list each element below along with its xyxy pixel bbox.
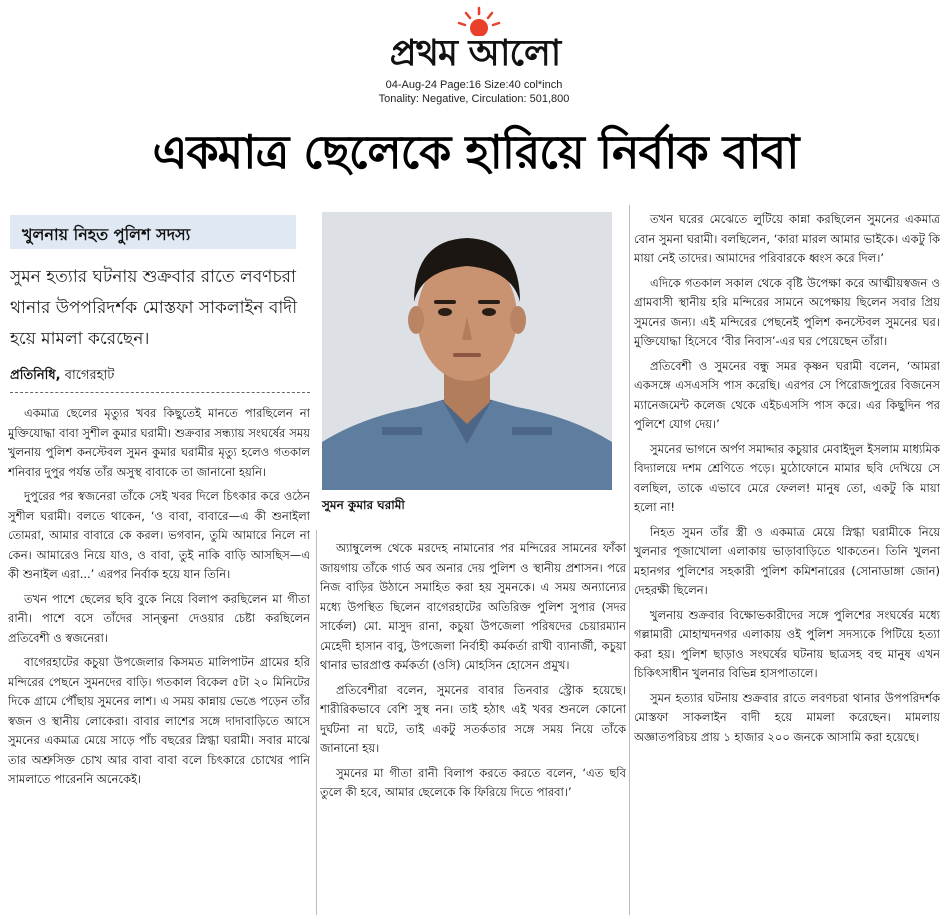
masthead-name: প্রথম আলো: [389, 33, 561, 74]
byline: [10, 366, 310, 387]
column-divider: [629, 205, 630, 915]
clipping-tonality-line: Tonality: Negative, Circulation: 501,800: [378, 93, 570, 105]
paragraph: তখন পাশে ছেলের ছবি বুকে নিয়ে বিলাপ করছিলেন মা গীতা রানী। পাশে বসে তাঁদের সান্ত্বনা দেওয়ার চেষ্টা করছিলেন প্রতিবেশী ও স্বজনেরা।: [8, 591, 310, 645]
paragraph: বাগেরহাটের কচুয়া উপজেলার কিসমত মালিপাটন গ্রামের হরি মন্দিরের পেছনে সুমনদের বাড়ি। গতকাল বিকেল ৫টা ২০ মিনিটের দিকে গ্রামে পৌঁছায় সুমনের লাশ। এ সময় কান্নায় ভেঙে পড়েন তাঁর স্বজন ও স্থানীয় লোকেরা। বাবার লাশের সঙ্গে দাদাবাড়িতে আসে সুমনের একমাত্র মেয়ে সাড়ে পাঁচ বছরের স্নিগ্ধা ঘরামী। সবার মাঝে তার অশ্রুসিক্ত চোখ আর বাবা বাবা বলে চিৎকারে চোখের পানি সামলাতে পারেননি অনেকেই।: [8, 655, 310, 786]
paragraph: অ্যাম্বুলেন্স থেকে মরদেহ নামানোর পর মন্দিরের সামনের ফাঁকা জায়গায় তাঁকে গার্ড অব অনার দেয় পুলিশ ও স্থানীয় প্রশাসন। পরে নিজ বাড়ির উঠানে সমাহিত করা হয় সুমনকে। এ সময় অন্যান্যের মধ্যে উপস্থিত ছিলেন বাগেরহাটের অতিরিক্ত পুলিশ সুপার (সদর সার্কেল) মো. মাসুদ রানা, কচুয়া উপজেলা পরিষদের চেয়ারম্যান মেহেদী হাসান বাবু, উপজেলা নির্বাহী কর্মকর্তা রাখী ব্যানার্জী, কচুয়া থানার ভারপ্রাপ্ত কর্মকর্তা (ওসি) মোহসিন হোসেন প্রমুখ।: [320, 541, 626, 672]
paragraph: একমাত্র ছেলের মৃত্যুর খবর কিছুতেই মানতে পারছিলেন না মুক্তিযোদ্ধা বাবা সুশীল কুমার ঘরামী। শুক্রবার সন্ধ্যায় সংঘর্ষের সময় খুলনায় পুলিশ কনস্টেবল সুমন কুমার ঘরামীর মৃত্যু হলেও গতকাল শনিবার দুপুর পর্যন্ত তাঁর অসুস্থ বাবাকে তা জানানো হয়নি।: [8, 406, 310, 479]
paragraph: এদিকে গতকাল সকাল থেকে বৃষ্টি উপেক্ষা করে আত্মীয়স্বজন ও গ্রামবাসী স্থানীয় হরি মন্দিরের সামনে অপেক্ষায় ছিলেন সবার প্রিয় সুমনের জন্য। এই মন্দিরের পেছনেই পুলিশ কনস্টেবল সুমনের ঘর। মুক্তিযোদ্ধা হিসেবে ‘বীর নিবাস’-এর ঘর পেয়েছেন তাঁরা।: [634, 275, 940, 348]
paragraph: নিহত সুমন তাঁর স্ত্রী ও একমাত্র মেয়ে স্নিগ্ধা ঘরামীকে নিয়ে খুলনার পূজাখোলা এলাকায় ভাড়াবাড়িতে থাকতেন। তিনি খুলনা মহানগর পুলিশের সহকারী পুলিশ কমিশনারের (সোনাডাঙ্গা জোন) দেহরক্ষী ছিলেন।: [634, 524, 940, 597]
headline: একমাত্র ছেলেকে হারিয়ে নির্বাক বাবা: [152, 125, 799, 179]
byline-divider: [10, 392, 310, 393]
byline-place: বাগেরহাট: [64, 368, 115, 383]
paragraph: তখন ঘরের মেঝেতে লুটিয়ে কান্না করছিলেন সুমনের একমাত্র বোন সুমনা ঘরামী। বলছিলেন, ‘কারা মারল আমার ভাইকে। একটু কি মায়া নেই তাদের। আমাদের পরিবারকে ধ্বংস করে দিল।’: [634, 212, 940, 265]
paragraph: দুপুরের পর স্বজনেরা তাঁকে সেই খবর দিলে চিৎকার করে ওঠেন সুশীল ঘরামী। বলতে থাকেন, ‘ও বাবা, বাবারে—এ কী শুনাইলা তোমরা, আমার বাবারে কে করল। ভগবান, তুমি আমারে নিলে না কেন। আমারেও নিয়ে যাও, ও বাবা, তুই নাকি বাড়ি আসছিস—এ কী শুনাইল এরা...’ এরপর নির্বাক হয়ে যান তিনি।: [8, 489, 310, 581]
byline-label: প্রতিনিধি,: [10, 368, 61, 383]
paragraph: সুমন হত্যার ঘটনায় শুক্রবার রাতে লবণচরা থানার উপপরিদর্শক মোস্তফা সাকলাইন বাদী হয়ে মামলা করেছেন। মামলায় অজ্ঞাতপরিচয় প্রায় ১ হাজার ২০০ জনকে আসামি করা হয়েছে।: [634, 690, 940, 744]
masthead-logo: [340, 6, 610, 74]
article-column-3: [634, 210, 940, 915]
kicker: খুলনায় নিহত পুলিশ সদস্য: [22, 225, 191, 244]
portrait-image: [322, 212, 612, 490]
column-divider: [316, 530, 317, 915]
paragraph: প্রতিবেশীরা বলেন, সুমনের বাবার তিনবার স্ট্রোক হয়েছে। শারীরিকভাবে বেশি সুস্থ নন। তাই হঠাৎ এই খবর শুনলে কোনো দুর্ঘটনা না ঘটে, তাই একটু সতর্কতার সঙ্গে সময় নিয়ে তাঁকে জানানো হয়।: [320, 682, 626, 755]
portrait-photo: [322, 212, 612, 490]
article-column-1: [8, 404, 310, 914]
clipping-meta-line: 04-Aug-24 Page:16 Size:40 col*inch: [385, 79, 563, 91]
paragraph: সুমনের ভাগনে অর্পণ সমাদ্দার কচুয়ার মেবাইদুল ইসলাম মাধ্যমিক বিদ্যালয়ে দশম শ্রেণিতে পড়ে। মুঠোফোনে মামার ছবি দেখিয়ে সে বলছিল, তাকে এভাবে মেরে ফেলল! মানুষ তো, একটু কি মায়া হলো না!: [634, 441, 940, 514]
paragraph: সুমনের মা গীতা রানী বিলাপ করতে করতে বলেন, ‘এত ছবি তুলে কী হবে, আমার ছেলেকে কি ফিরিয়ে দিতে পারবা।’: [320, 765, 626, 799]
article-column-2: [320, 539, 626, 919]
paragraph: খুলনায় শুক্রবার বিক্ষোভকারীদের সঙ্গে পুলিশের সংঘর্ষের মধ্যে গল্লামারী মোহাম্মদনগর এলাকায় ওই পুলিশ সদস্যকে পিটিয়ে হত্যা করা হয়। পুলিশ ছাড়াও সংঘর্ষের ঘটনায় ছাত্রসহ বহু মানুষ এখন চিকিৎসাধীন খুলনার বিভিন্ন হাসপাতালে।: [634, 607, 940, 680]
photo-caption: সুমন কুমার ঘরামী: [322, 498, 405, 512]
paragraph: প্রতিবেশী ও সুমনের বন্ধু সমর কৃষ্ণন ঘরামী বলেন, ‘আমরা একসঙ্গে এসএসসি পাস করেছি। এরপর সে পিরোজপুরের বিজনেস ম্যানেজমেন্ট কলেজ থেকে এইচএসসি পাস করে। এর কিছুদিন পর পুলিশে যোগ দেয়।’: [634, 358, 940, 431]
summary-text: সুমন হত্যার ঘটনায় শুক্রবার রাতে লবণচরা থানার উপপরিদর্শক মোস্তফা সাকলাইন বাদী হয়ে মামলা করেছেন।: [10, 267, 298, 349]
